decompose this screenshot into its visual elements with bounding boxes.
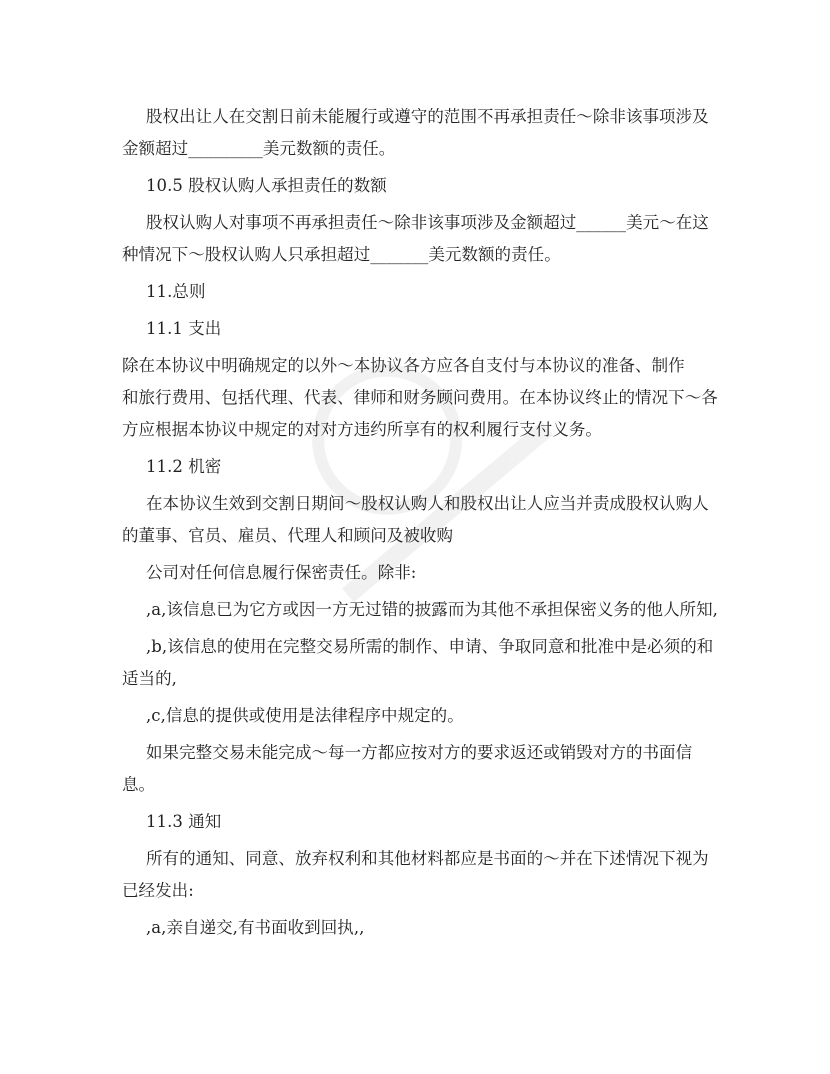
paragraph-line: 种情况下～股权认购人只承担超过_______美元数额的责任。 (122, 245, 561, 264)
paragraph-line: 已经发出: (122, 881, 194, 900)
section-heading: 11.1 支出 (146, 319, 222, 338)
paragraph-line: 金额超过_________美元数额的责任。 (122, 139, 396, 158)
section-heading: 11.2 机密 (146, 457, 222, 476)
list-item-continuation: 适当的, (122, 669, 177, 688)
paragraph-line: 股权认购人对事项不再承担责任～除非该事项涉及金额超过______美元～在这 (146, 213, 709, 232)
list-item: ,a,该信息已为它方或因一方无过错的披露而为其他不承担保密义务的他人所知, (146, 600, 718, 619)
paragraph-line: 公司对任何信息履行保密责任。除非: (146, 563, 417, 582)
paragraph-line: 的董事、官员、雇员、代理人和顾问及被收购 (122, 526, 453, 545)
paragraph-line: 息。 (122, 775, 156, 794)
section-heading: 10.5 股权认购人承担责任的数额 (146, 176, 387, 195)
paragraph-line: 所有的通知、同意、放弃权利和其他材料都应是书面的～并在下述情况下视为 (146, 849, 709, 868)
paragraph-line: 除在本协议中明确规定的以外～本协议各方应各自支付与本协议的准备、制作 (122, 356, 685, 375)
list-item: ,c,信息的提供或使用是法律程序中规定的。 (146, 706, 464, 725)
paragraph-line: 股权出让人在交割日前未能履行或遵守的范围不再承担责任～除非该事项涉及 (146, 107, 709, 126)
list-item: ,a,亲自递交,有书面收到回执,, (146, 918, 365, 937)
paragraph-line: 如果完整交易未能完成～每一方都应按对方的要求返还或销毁对方的书面信 (146, 743, 693, 762)
list-item: ,b,该信息的使用在完整交易所需的制作、申请、争取同意和批准中是必须的和 (146, 637, 714, 656)
paragraph-line: 方应根据本协议中规定的对对方违约所享有的权利履行支付义务。 (122, 420, 602, 439)
paragraph-line: 在本协议生效到交割日期间～股权认购人和股权出让人应当并责成股权认购人 (146, 494, 709, 513)
section-heading: 11.3 通知 (146, 812, 222, 831)
section-heading: 11.总则 (146, 282, 206, 301)
paragraph-line: 和旅行费用、包括代理、代表、律师和财务顾问费用。在本协议终止的情况下～各 (122, 388, 718, 407)
